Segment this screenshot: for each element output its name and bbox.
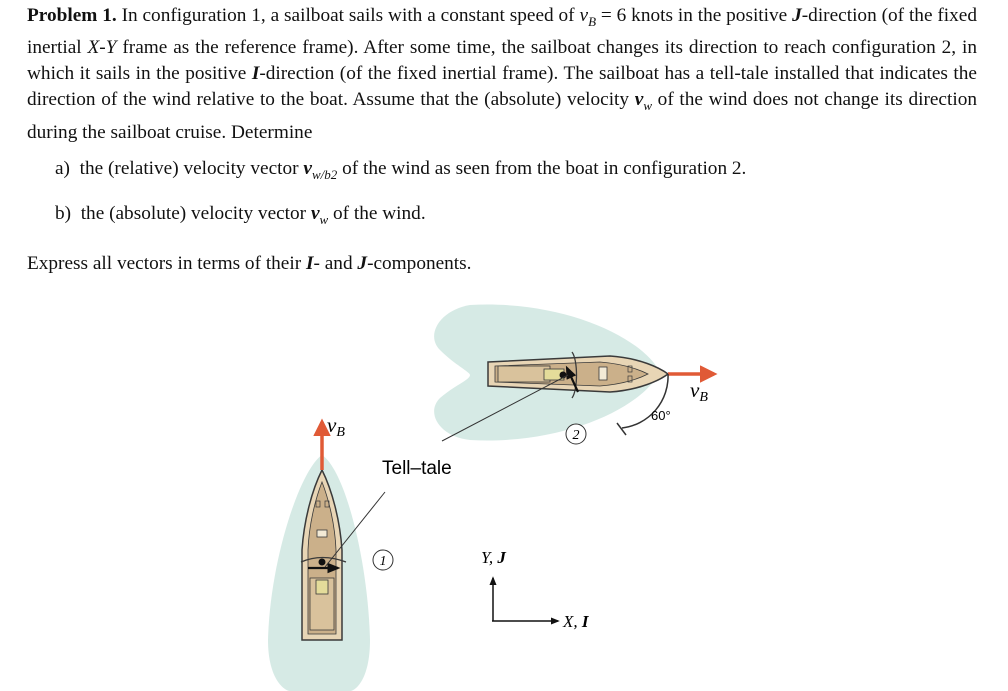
frame-y: Y [105, 37, 117, 59]
axis-x-label: X, I [563, 612, 589, 631]
absolute-velocity-subscript: w [319, 211, 329, 227]
relative-velocity-symbol: v [303, 158, 312, 179]
unit-vector-i: I [305, 253, 314, 274]
speed-value: = 6 knots [600, 5, 673, 26]
wind-subscript: w [643, 98, 652, 114]
telltale-label: Tell–tale [382, 458, 452, 479]
problem-statement: Problem 1. In configuration 1, a sailboat sails with a constant speed of $v_B = 6$ knots in the positive J-direction (of the fixed inertial X-Y frame as the reference frame). After some time, the sailboat changes its direction to reach configuration 2, in which it sails in the positive I-direction (of the fixed inertial frame). The sailboat has a tell-tale installed that indicates the direction of the wind relative to the boat. Assume that the (absolute) velocity $v_w$ of the wind does not change its direction during the sailboat cruise. Determine [27, 5, 978, 143]
problem-text: frame as the reference frame). After some time, the sailboat changes its direction to reach configuration 2, in which it sails in the positive [27, 37, 977, 85]
instruction-text: -components. [367, 253, 472, 274]
config-2-label: 2 [572, 428, 580, 443]
config-1-label: 1 [379, 554, 387, 569]
problem-text: -direction (of the fixed inertial [27, 5, 978, 59]
question-b-text: the (absolute) velocity vector [80, 203, 307, 224]
problem-text: of the wind does not change its direction during the sailboat cruise. Determine [27, 89, 977, 143]
instruction-text: Express all vectors in terms of their [27, 253, 302, 274]
vb-label-2: vB [690, 378, 708, 405]
frame-x: X [87, 37, 100, 59]
angle-tick [617, 423, 626, 435]
question-b-text: of the wind. [333, 203, 426, 224]
question-b-label: b) [55, 203, 72, 224]
speed-symbol: v [579, 5, 589, 26]
question-a-label: a) [55, 158, 70, 179]
problem-text: in the positive [677, 5, 788, 26]
unit-vector-i: I [251, 63, 260, 85]
instruction-text: - and [313, 253, 353, 274]
speed-subscript: B [588, 13, 597, 29]
problem-text: In configuration 1, a sailboat sails with a constant speed of [121, 5, 575, 26]
wind-velocity-symbol: v [634, 89, 644, 111]
angle-label: 60° [651, 408, 671, 423]
unit-vector-j: J [357, 253, 368, 274]
vb-label-1: vB [327, 413, 345, 440]
absolute-velocity-symbol: v [310, 203, 320, 224]
problem-heading: Problem 1. [27, 5, 117, 26]
relative-velocity-subscript: w/b2 [311, 166, 338, 182]
problem-text: -direction (of the fixed inertial frame). The sailboat has a tell-tale installed that indicates the direction of the wind relative to the boat. Assume that the (absolute) velocity [27, 63, 977, 111]
question-a-text: of the wind as seen from the boat in configuration 2. [342, 158, 747, 179]
question-a-text: the (relative) velocity vector [79, 158, 299, 179]
axis-y-label: Y, J [481, 548, 506, 567]
unit-vector-j: J [792, 5, 802, 26]
